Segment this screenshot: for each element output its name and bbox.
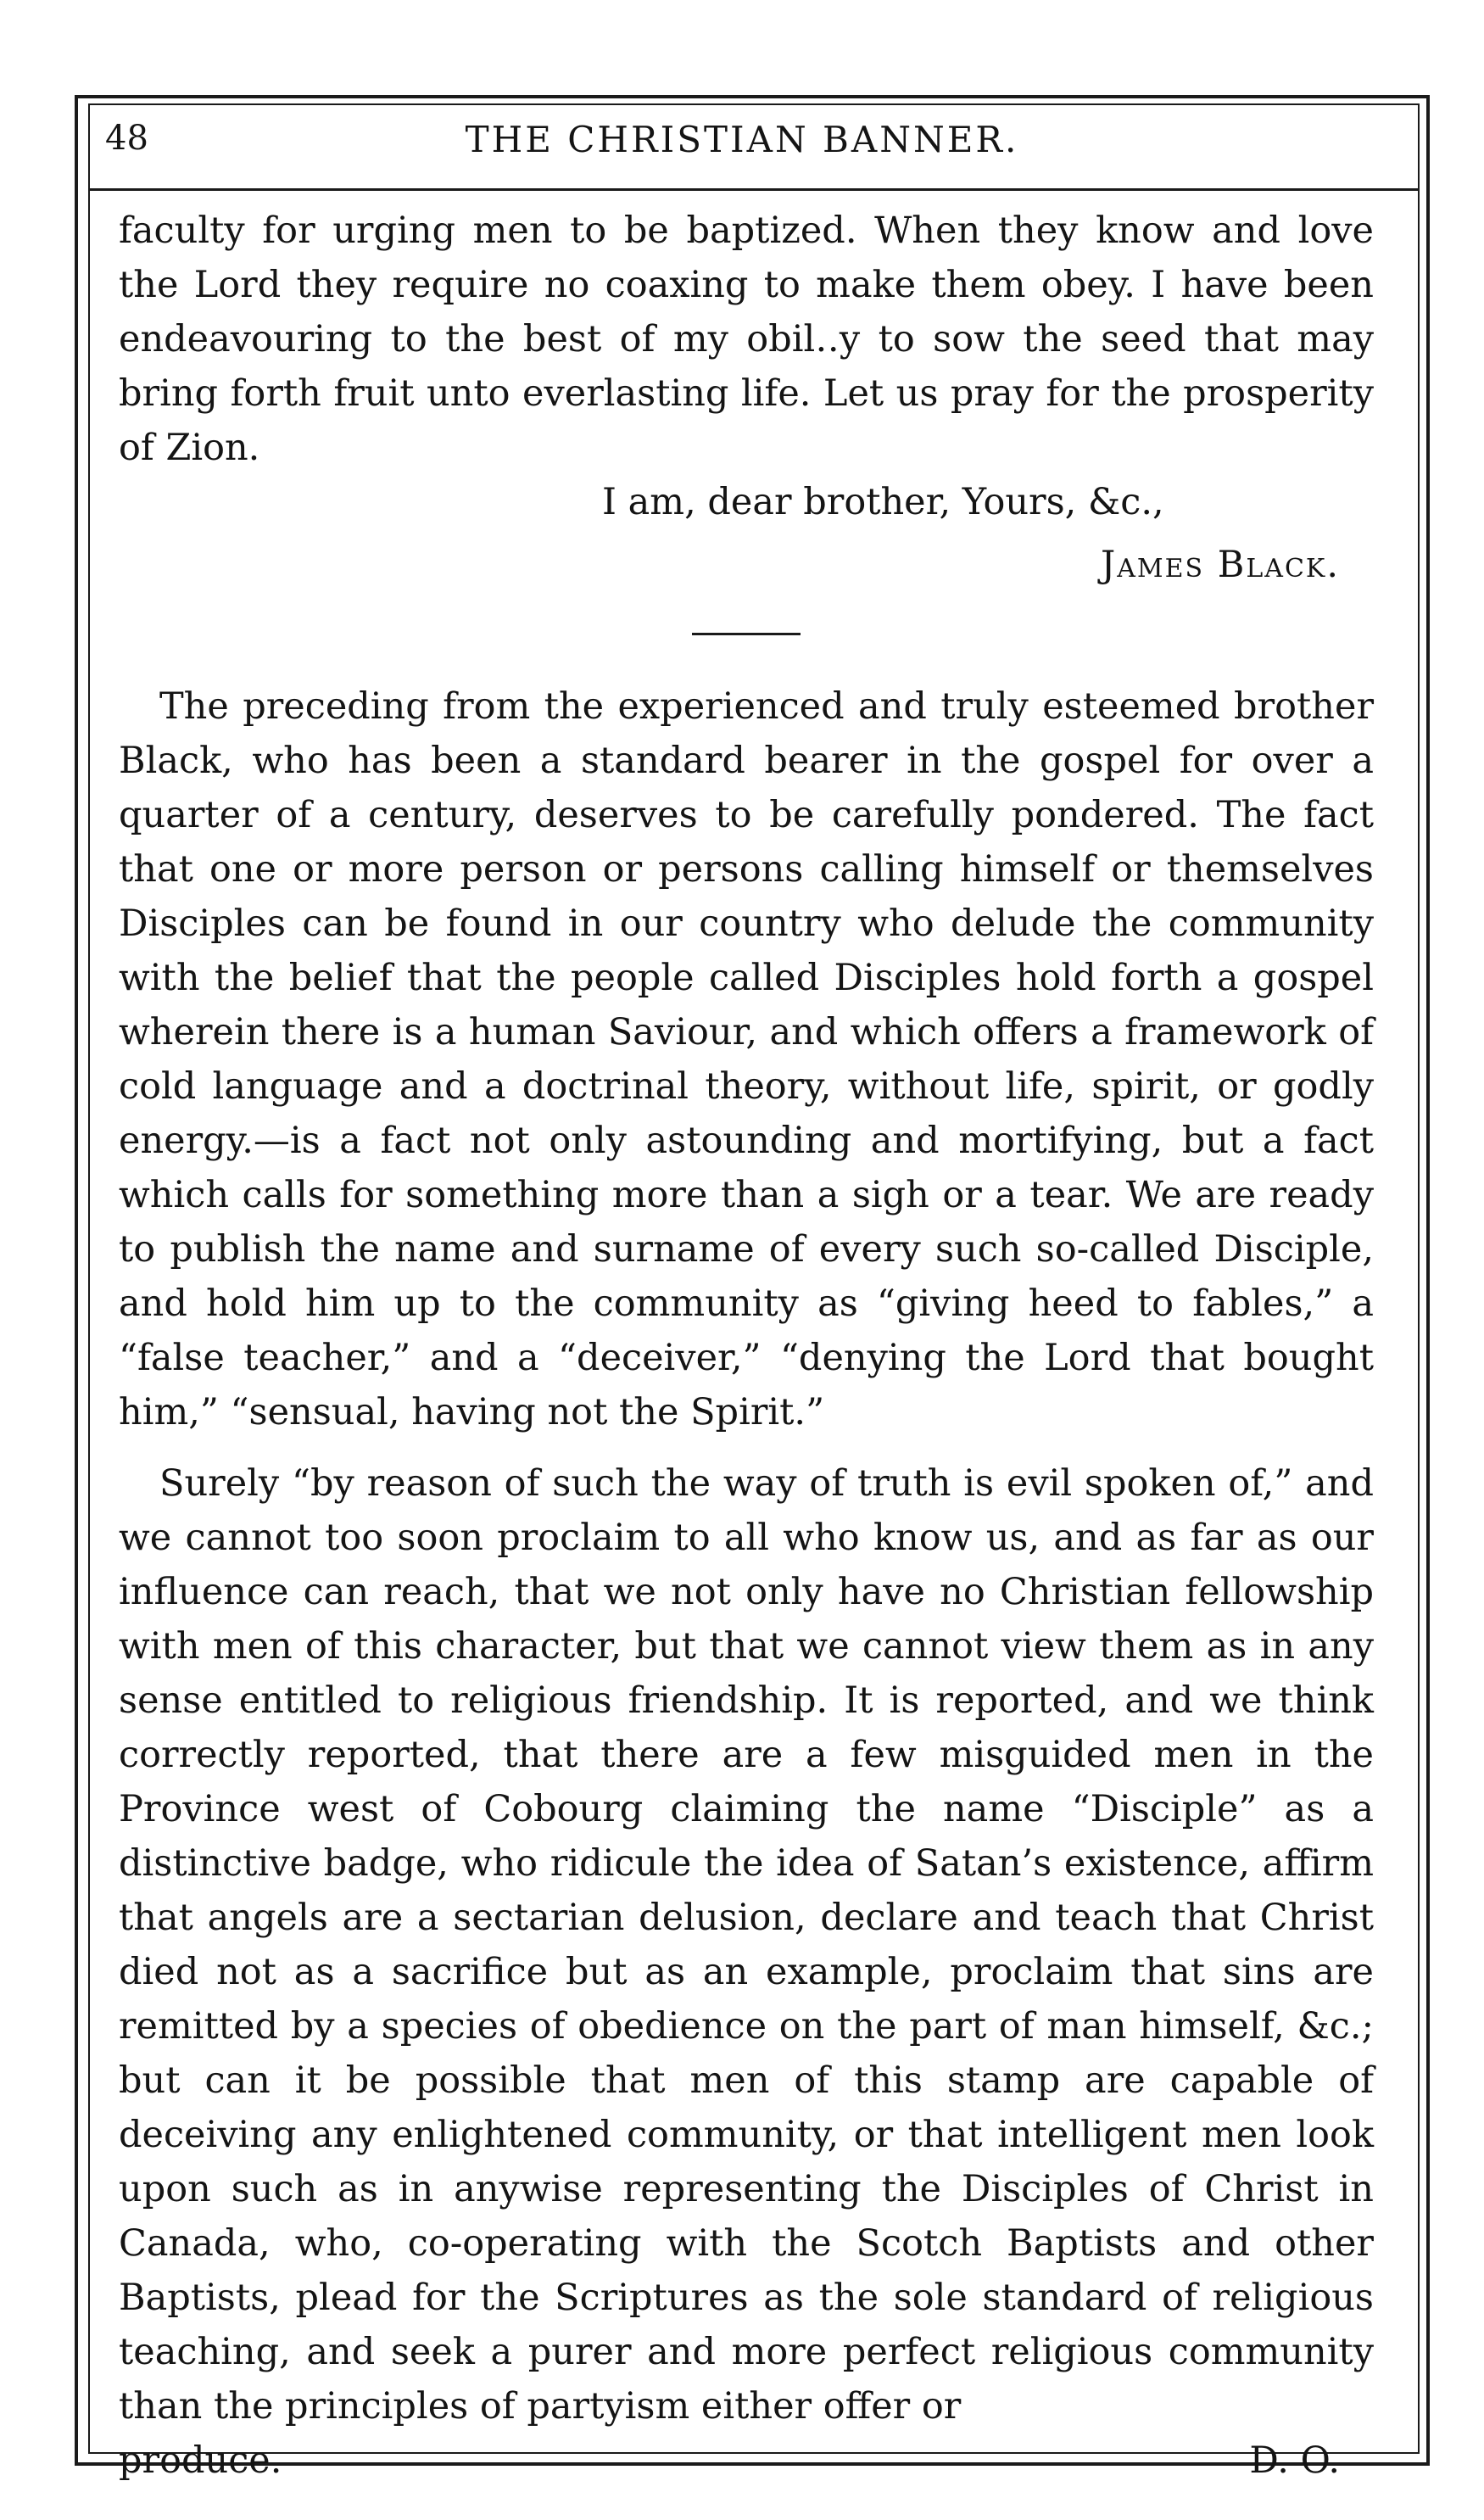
paragraph-gap [119,1439,1374,1456]
letter-signature: James Black. [1101,544,1340,586]
article-paragraph-2: Surely “by reason of such the way of truth is evil spoken of,” and we cannot too soon proclaim to all who know us, and as far as our influence can reach, that we not only have no Christian fellowship with men of this character, but that we cannot view them as in any sense entitled to religious friendship. It is reported, and we think correctly reported, that there are a few misguided men in the Province west of Cobourg claiming the name “Disciple” as a distinctive badge, who ridicule the idea of Satan’s existence, affirm that angels are a sectarian delusion, declare and teach that Christ died not as a sacrifice but as an example, proclaim that sins are remitted by a species of obedience on the part of man himself, &c.; but can it be possible that men of this stamp are capable of deceiving any enlightened community, or that intelligent men look upon such as in anywise representing the Disciples of Christ in Canada, who, co-operating with the Scotch Baptists and other Baptists, plead for the Scriptures as the sole standard of religious teaching, and seek a purer and more perfect religious community than the principles of partyism either offer or [119,1462,1374,2428]
author-initials: D. O. [1249,2439,1340,2482]
page-content [119,204,1374,2488]
article-last-line [119,2433,1374,2488]
header-rule [90,188,1418,191]
running-head: THE CHRISTIAN BANNER. [465,119,1019,160]
article-paragraph-1: The preceding from the experienced and truly esteemed brother Black, who has been a standard bearer in the gospel for over a quarter of a century, deserves to be carefully pondered. The fact that one or more person or persons calling himself or themselves Disciples can be found in our country who delude the community with the belief that the people called Disciples hold forth a gospel wherein there is a human Saviour, and which offers a framework of cold language and a doctrinal theory, without life, spirit, or godly energy.—is a fact not only astounding and mortifying, but a fact which calls for something more than a sigh or a tear. We are ready to publish the name and surname of every such so-called Disciple, and hold him up to the community as “giving heed to fables,” a “false teacher,” and a “deceiver,” “denying the Lord that bought him,” “sensual, having not the Spirit.” [119,685,1374,1433]
article-last-word: produce. [119,2439,282,2482]
page-number: 48 [105,119,148,158]
section-divider [692,633,801,635]
letter-body: faculty for urging men to be baptized. When they know and love the Lord they require no coaxing to make them obey. I have been endeavouring to the best of my obil‥y to sow the seed that may bring forth fruit unto everlasting life. Let us pray for the prosperity of Zion. [119,210,1374,469]
letter-closing: I am, dear brother, Yours, &c., [602,481,1164,523]
